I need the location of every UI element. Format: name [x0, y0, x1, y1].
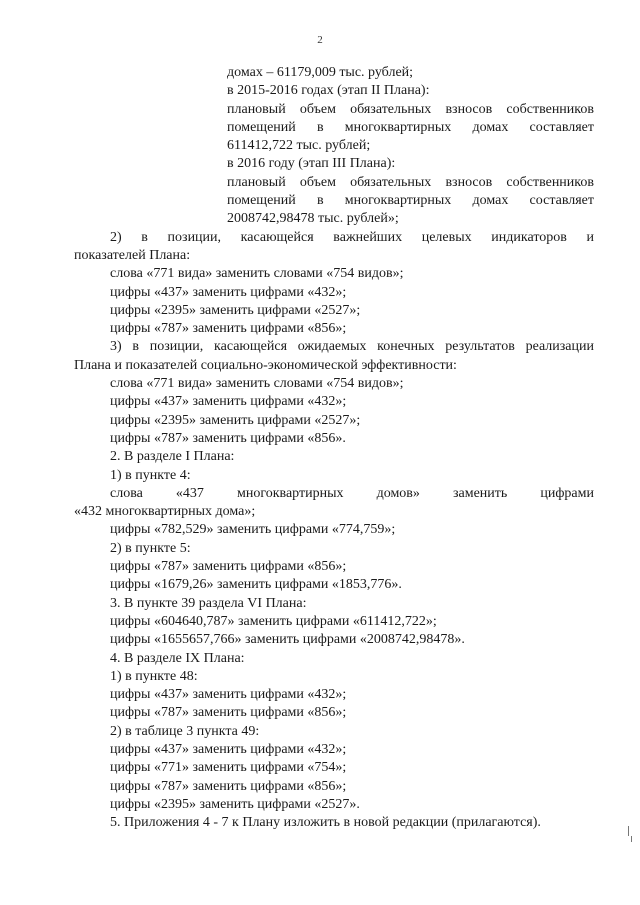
amendment-line: цифры «2395» заменить цифрами «2527».: [110, 796, 360, 812]
amendment-line: цифры «604640,787» заменить цифрами «611412,722»;: [110, 613, 437, 629]
subsection-heading: 2) в пункте 5:: [110, 540, 191, 556]
scan-mark: [631, 836, 632, 842]
scan-mark: [628, 826, 629, 836]
section-heading: 2. В разделе I Плана:: [110, 449, 235, 465]
amendment-line: цифры «2395» заменить цифрами «2527»;: [110, 412, 361, 428]
amendment-line: цифры «437» заменить цифрами «432»;: [110, 687, 347, 703]
amendment-line: цифры «437» заменить цифрами «432»;: [110, 741, 347, 757]
intro-line: 2008742,98478 тыс. рублей»;: [227, 211, 399, 227]
subsection-heading: 2) в таблице 3 пункта 49:: [110, 723, 260, 739]
intro-line: плановый объем обязательных взносов собственников: [227, 101, 594, 117]
amendment-line: слова «771 вида» заменить словами «754 видов»;: [110, 266, 404, 282]
paragraph-first-line: 2) в позиции, касающейся важнейших целевых индикаторов и: [110, 229, 594, 245]
amendment-line: цифры «787» заменить цифрами «856»;: [110, 559, 347, 575]
intro-block: [227, 64, 594, 229]
paragraph-continuation: «432 многоквартирных дома»;: [74, 504, 256, 520]
intro-line: помещений в многоквартирных домах составляет: [227, 193, 594, 209]
amendment-line: цифры «782,529» заменить цифрами «774,759»;: [110, 522, 396, 538]
page-number: 2: [317, 34, 323, 46]
amendment-line: цифры «1655657,766» заменить цифрами «2008742,98478».: [110, 632, 465, 648]
subsection-heading: 1) в пункте 48:: [110, 668, 198, 684]
amendment-paragraph: [74, 338, 594, 375]
amendment-paragraph: [74, 485, 594, 522]
amendment-line: цифры «787» заменить цифрами «856»;: [110, 705, 347, 721]
intro-line: домах – 61179,009 тыс. рублей;: [227, 65, 414, 80]
paragraph-continuation: Плана и показателей социально-экономической эффективности:: [74, 357, 457, 373]
paragraph-first-line: 3) в позиции, касающейся ожидаемых конечных результатов реализации: [110, 339, 594, 355]
amendment-line: цифры «2395» заменить цифрами «2527»;: [110, 302, 361, 318]
document-body: [74, 64, 594, 832]
paragraph-first-line: слова «437 многоквартирных домов» заменить цифрами: [110, 485, 594, 501]
amendment-line: цифры «787» заменить цифрами «856»;: [110, 778, 347, 794]
subsection-heading: 1) в пункте 4:: [110, 467, 191, 483]
amendment-line: цифры «771» заменить цифрами «754»;: [110, 760, 347, 776]
section-heading: 4. В разделе IX Плана:: [110, 650, 245, 666]
amendment-line: цифры «437» заменить цифрами «432»;: [110, 394, 347, 410]
amendment-line: цифры «437» заменить цифрами «432»;: [110, 284, 347, 300]
intro-line: в 2016 году (этап III Плана):: [227, 156, 396, 172]
amendment-line: цифры «787» заменить цифрами «856»;: [110, 321, 347, 337]
intro-line: помещений в многоквартирных домах составляет: [227, 119, 594, 135]
section-heading: 5. Приложения 4 - 7 к Плану изложить в новой редакции (прилагаются).: [110, 815, 541, 831]
paragraph-continuation: показателей Плана:: [74, 247, 191, 263]
amendment-paragraph: [74, 229, 594, 266]
amendment-line: слова «771 вида» заменить словами «754 видов»;: [110, 376, 404, 392]
section-heading: 3. В пункте 39 раздела VI Плана:: [110, 595, 307, 611]
intro-line: плановый объем обязательных взносов собственников: [227, 174, 594, 190]
amendment-line: цифры «787» заменить цифрами «856».: [110, 430, 346, 446]
amendment-line: цифры «1679,26» заменить цифрами «1853,776».: [110, 577, 402, 593]
intro-line: в 2015-2016 годах (этап II Плана):: [227, 83, 430, 99]
intro-line: 611412,722 тыс. рублей;: [227, 138, 371, 154]
